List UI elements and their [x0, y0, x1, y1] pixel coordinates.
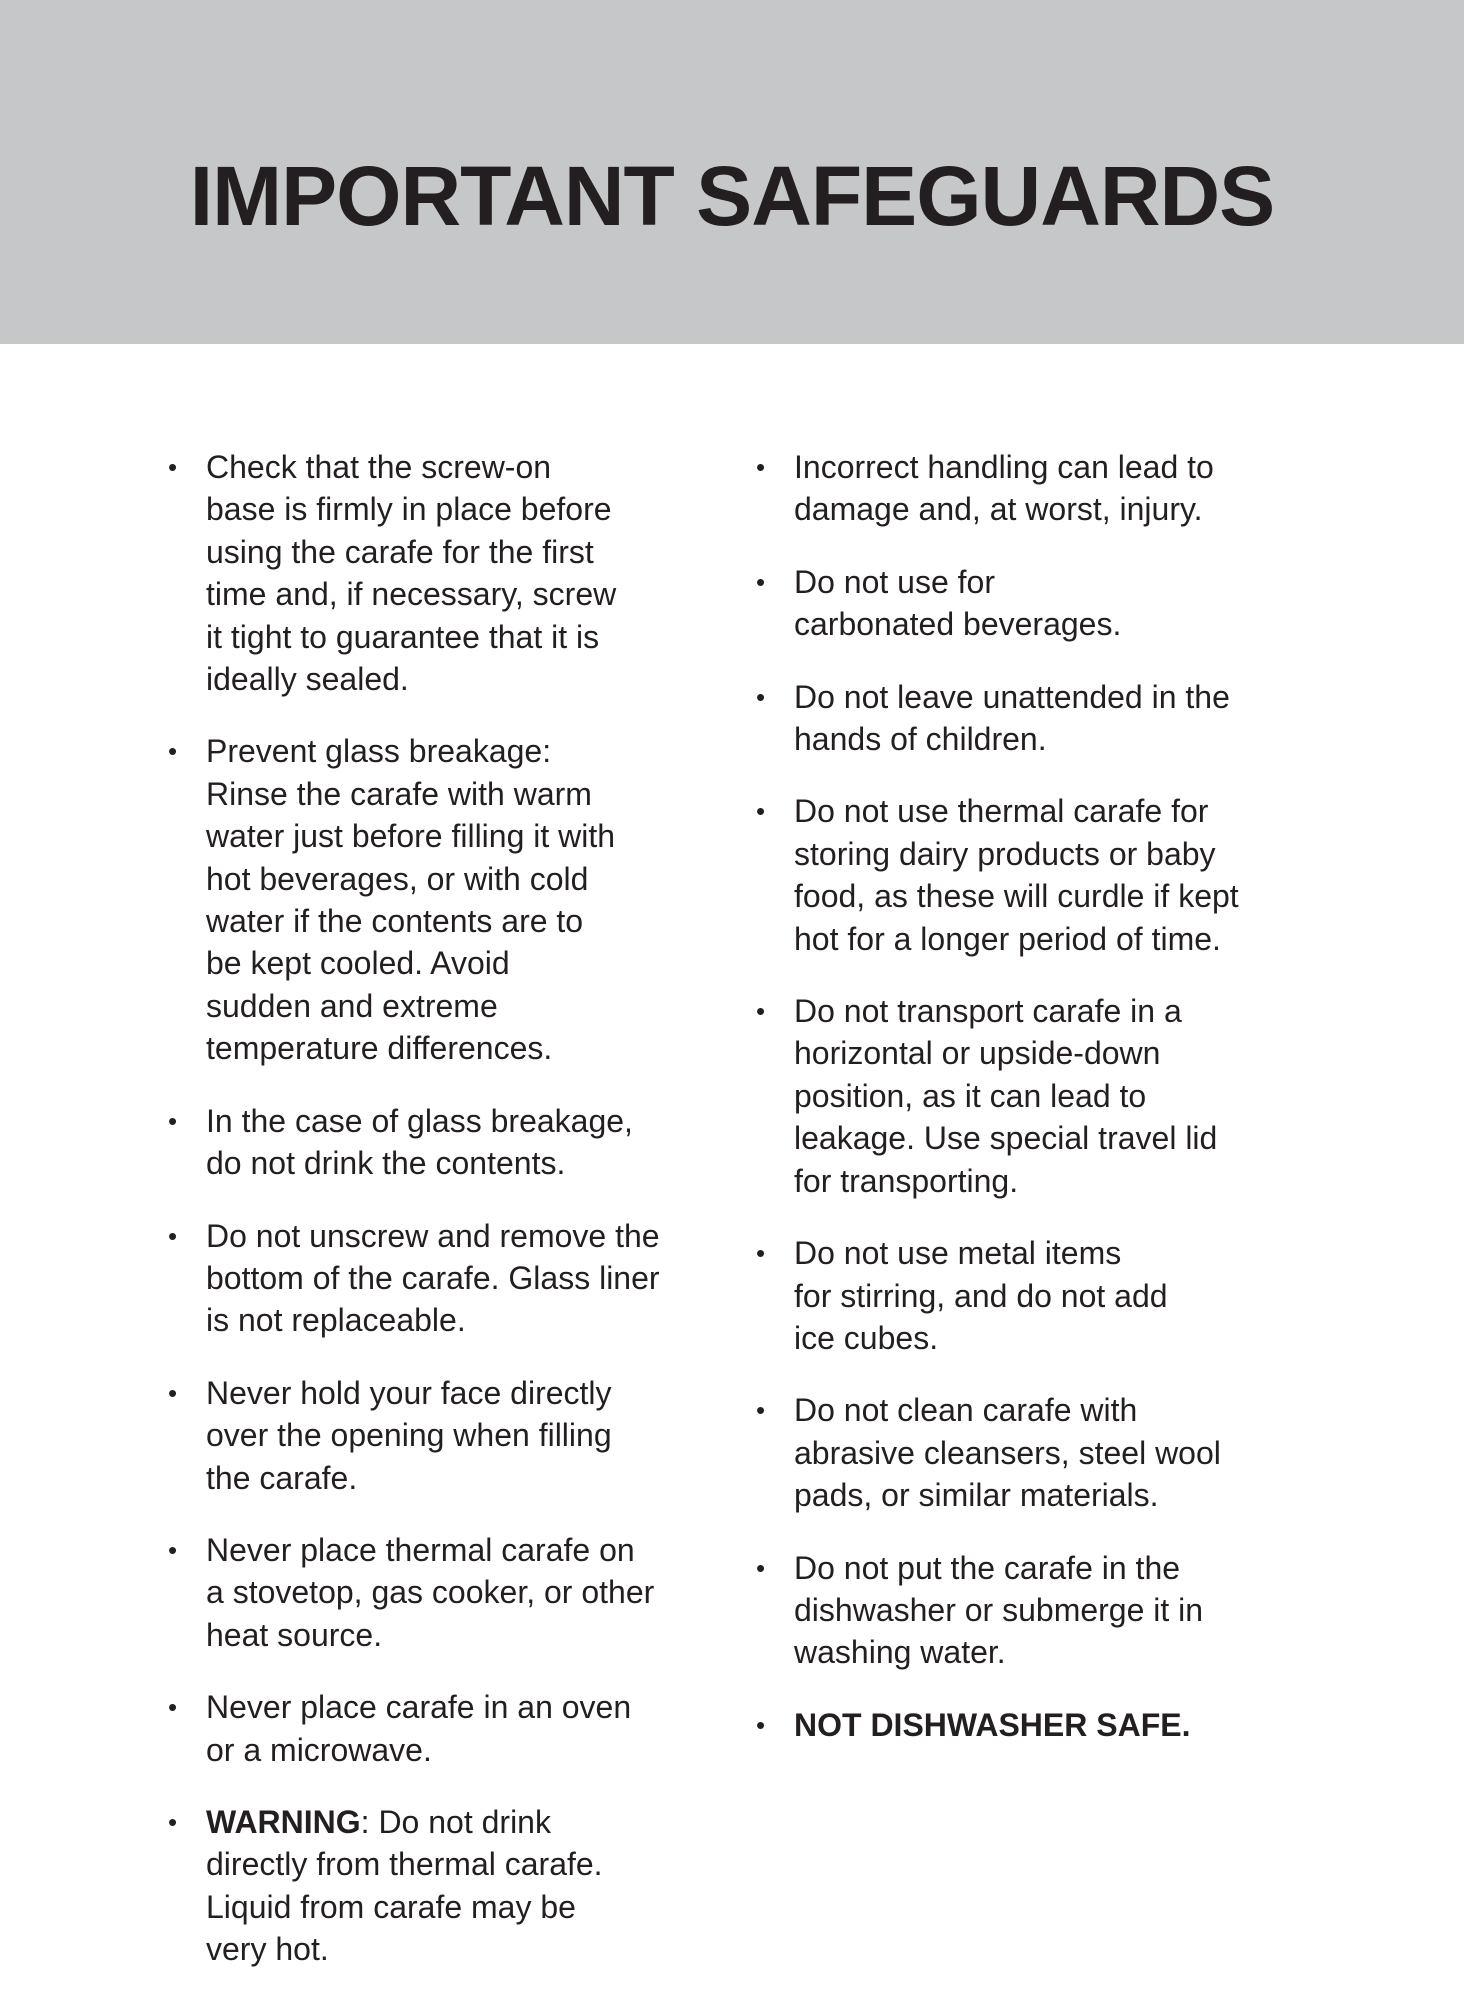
safeguard-item: [756, 561, 1296, 646]
safeguard-line: Do not transport carafe in a: [794, 993, 1182, 1030]
safeguard-item: [756, 1232, 1296, 1359]
safeguard-line: time and, if necessary, screw: [206, 576, 617, 613]
bullet-point: •: [168, 1692, 178, 1723]
safeguard-line: or a microwave.: [206, 1731, 432, 1768]
safeguard-line: Prevent glass breakage:: [206, 733, 552, 770]
safeguard-line: Do not unscrew and remove the: [206, 1217, 660, 1254]
safeguard-text: [794, 1232, 1296, 1359]
bullet-point: •: [756, 796, 766, 827]
safeguard-line: carbonated beverages.: [794, 606, 1122, 643]
safeguard-line: abrasive cleansers, steel wool: [794, 1434, 1221, 1471]
safeguard-text: [206, 1100, 708, 1185]
safeguard-line: food, as these will curdle if kept: [794, 878, 1239, 915]
safeguard-item: [756, 1389, 1296, 1516]
safeguard-line: very hot.: [206, 1931, 329, 1968]
safeguard-line: [206, 1801, 708, 1843]
safeguard-text: [794, 790, 1296, 960]
safeguard-line: Never hold your face directly: [206, 1374, 612, 1411]
safeguard-line: over the opening when filling: [206, 1417, 612, 1454]
safeguard-line: do not drink the contents.: [206, 1145, 566, 1182]
safeguard-line: a stovetop, gas cooker, or other: [206, 1574, 655, 1611]
safeguard-item: [168, 1215, 708, 1342]
safeguard-item: [168, 1100, 708, 1185]
bullet-point: •: [168, 1806, 178, 1837]
safeguard-line: pads, or similar materials.: [794, 1477, 1159, 1514]
safeguard-item: [756, 1547, 1296, 1674]
safeguard-line: water if the contents are to: [206, 903, 584, 940]
bullet-point: •: [756, 1395, 766, 1426]
bullet-point: •: [756, 996, 766, 1027]
safeguard-text: [206, 446, 708, 700]
safeguard-item: [756, 676, 1296, 761]
safeguard-text: [206, 1372, 708, 1499]
safeguard-line: washing water.: [794, 1634, 1006, 1671]
safeguard-line: damage and, at worst, injury.: [794, 491, 1203, 528]
safeguard-line: hands of children.: [794, 721, 1047, 758]
page-title: IMPORTANT SAFEGUARDS: [189, 149, 1275, 243]
safeguard-line: the carafe.: [206, 1459, 358, 1496]
safeguard-line: position, as it can lead to: [794, 1077, 1147, 1114]
safeguard-item: [168, 730, 708, 1069]
safeguard-line: hot beverages, or with cold: [206, 860, 589, 897]
safeguard-line: In the case of glass breakage,: [206, 1102, 633, 1139]
safeguard-item: [168, 1372, 708, 1499]
safeguard-line: be kept cooled. Avoid: [206, 945, 510, 982]
safeguard-item: [168, 1801, 708, 1971]
bullet-point: •: [756, 1552, 766, 1583]
bullet-point: •: [756, 452, 766, 482]
safeguard-line: Liquid from carafe may be: [206, 1888, 576, 1925]
safeguard-text: [794, 1389, 1296, 1516]
safeguard-line: Do not put the carafe in the: [794, 1549, 1181, 1586]
warning-text: : Do not drink: [360, 1803, 551, 1840]
bullet-point: •: [756, 1709, 766, 1740]
safeguard-line: ideally sealed.: [206, 661, 409, 698]
bullet-point: •: [756, 566, 766, 597]
safeguard-line: horizontal or upside-down: [794, 1035, 1161, 1072]
safeguard-text: [794, 676, 1296, 761]
safeguard-line: directly from thermal carafe.: [206, 1846, 603, 1883]
safeguard-line: Incorrect handling can lead to: [794, 449, 1214, 485]
safeguard-line: Do not use for: [794, 563, 995, 600]
safeguard-line: hot for a longer period of time.: [794, 920, 1221, 957]
safeguard-text: [794, 561, 1296, 646]
safeguard-text: [794, 990, 1296, 1202]
safeguard-line: storing dairy products or baby: [794, 835, 1216, 872]
safeguard-line: is not replaceable.: [206, 1302, 466, 1339]
bullet-point: •: [168, 1377, 178, 1408]
safeguard-item: [756, 446, 1296, 531]
safeguard-text: [794, 446, 1296, 531]
safeguard-text: [206, 1215, 708, 1342]
safeguard-text: [794, 1704, 1296, 1746]
safeguard-item: [168, 1529, 708, 1656]
safeguard-line: using the carafe for the first: [206, 533, 594, 570]
safeguard-line: it tight to guarantee that it is: [206, 618, 600, 655]
bullet-point: •: [168, 1220, 178, 1251]
bullet-point: •: [756, 1238, 766, 1269]
safeguard-line: Check that the screw-on: [206, 449, 552, 485]
safeguard-line: ice cubes.: [794, 1319, 939, 1356]
safeguard-line: Do not use thermal carafe for: [794, 793, 1209, 830]
safeguard-item: [756, 990, 1296, 1202]
safeguard-line: for stirring, and do not add: [794, 1277, 1168, 1314]
safeguard-item: [168, 446, 708, 700]
safeguard-line: bottom of the carafe. Glass liner: [206, 1259, 660, 1296]
safeguard-text: [206, 1529, 708, 1656]
safeguard-item: [756, 1704, 1296, 1746]
bullet-point: •: [168, 1534, 178, 1565]
bullet-point: •: [168, 452, 178, 482]
safeguard-line: Do not leave unattended in the: [794, 678, 1230, 715]
safeguard-line: leakage. Use special travel lid: [794, 1120, 1218, 1157]
safeguard-line: Do not clean carafe with: [794, 1392, 1138, 1429]
safeguard-line: NOT DISHWASHER SAFE.: [794, 1706, 1191, 1743]
safeguard-item: [168, 1686, 708, 1771]
safeguard-line: Do not use metal items: [794, 1235, 1122, 1272]
safeguard-line: water just before filling it with: [206, 818, 616, 855]
safeguard-line: temperature differences.: [206, 1030, 553, 1067]
right-safeguards-column: [756, 446, 1296, 1776]
safeguard-line: base is firmly in place before: [206, 491, 612, 528]
bullet-point: •: [756, 681, 766, 712]
left-safeguards-column: [168, 446, 708, 2001]
safeguard-item: [756, 790, 1296, 960]
safeguard-text: [206, 1686, 708, 1771]
safeguard-line: dishwasher or submerge it in: [794, 1591, 1204, 1628]
safeguard-text: [206, 1801, 708, 1971]
safeguard-text: [794, 1547, 1296, 1674]
bullet-point: •: [168, 736, 178, 767]
safeguard-line: for transporting.: [794, 1162, 1019, 1199]
safeguard-line: sudden and extreme: [206, 987, 498, 1024]
safeguard-line: Never place thermal carafe on: [206, 1531, 635, 1568]
bullet-point: •: [168, 1105, 178, 1136]
safeguard-line: heat source.: [206, 1616, 383, 1653]
safeguard-line: Rinse the carafe with warm: [206, 775, 592, 812]
warning-label: WARNING: [206, 1803, 361, 1840]
safeguard-line: Never place carafe in an oven: [206, 1689, 632, 1726]
safeguard-text: [206, 730, 708, 1069]
